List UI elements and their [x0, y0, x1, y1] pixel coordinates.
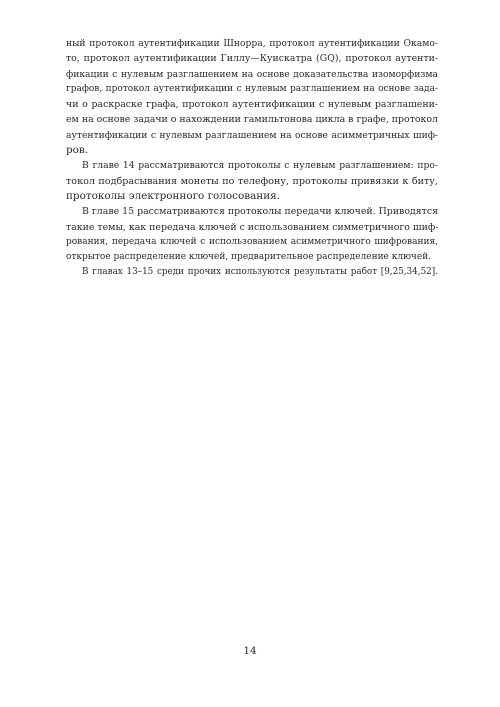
body-text — [66, 36, 438, 281]
paragraph-1 — [66, 36, 438, 158]
paragraph-2 — [66, 158, 438, 204]
paragraph-4 — [66, 265, 438, 280]
text-line: графов, протокол аутентификации с нулевым разглашением на основе зада- — [66, 83, 438, 94]
text-line: токол подбрасывания монеты по телефону, протоколы привязки к биту, — [66, 175, 438, 187]
text-line: то, протокол аутентификации Гиллу—Куискатра (GQ), протокол аутенти- — [66, 53, 438, 65]
text-line: аутентификации с нулевым разглашением на основе асимметричных шиф- — [66, 129, 438, 141]
text-line: В главах 13–15 среди прочих используются результаты работ [9,25,34,52]. — [82, 267, 438, 278]
text-line: открытое распределение ключей, предварительное распределение ключей. — [66, 252, 432, 263]
text-line: ров. — [66, 144, 89, 157]
text-line: рования, передача ключей с использованием асимметричного шифрования, — [66, 236, 438, 247]
text-line: ем на основе задачи о нахождении гамильтонова цикла в графе, протокол — [66, 114, 438, 126]
text-line: такие темы, как передача ключей с использованием симметричного шиф- — [66, 221, 438, 233]
page-number: 14 — [243, 645, 257, 657]
text-line: чи о раскраске графа, протокол аутентификации с нулевым разглашени- — [66, 99, 438, 111]
text-line: ный протокол аутентификации Шнорра, протокол аутентификации Окамо- — [66, 38, 438, 49]
text-line: фикации с нулевым разглашением на основе доказательства изоморфизма — [66, 68, 438, 80]
paragraph-3 — [66, 204, 438, 265]
text-line: В главе 15 рассматриваются протоколы передачи ключей. Приводятся — [82, 206, 438, 218]
text-line: В главе 14 рассматриваются протоколы с нулевым разглашением: про- — [82, 160, 438, 172]
text-line: протоколы электронного голосования. — [66, 189, 280, 202]
